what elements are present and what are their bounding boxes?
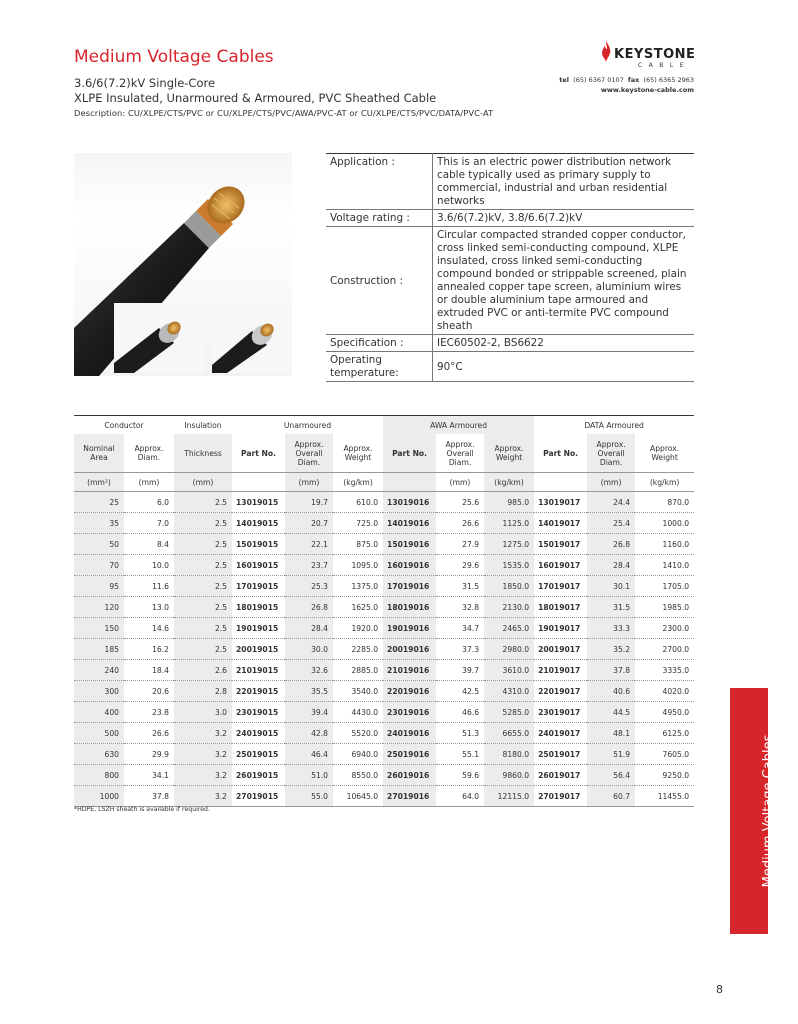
cell-part-no-data: 16019017 xyxy=(534,555,587,576)
cell-weight-awa: 1850.0 xyxy=(484,576,534,597)
cell-overall-diam-awa: 29.6 xyxy=(436,555,484,576)
unit-cell: (kg/km) xyxy=(635,473,694,492)
cell-part-no-data: 22019017 xyxy=(534,681,587,702)
table-row xyxy=(74,765,694,786)
group-conductor: Conductor xyxy=(74,416,174,435)
cell-weight-unarmoured: 5520.0 xyxy=(333,723,383,744)
cell-weight-awa: 6655.0 xyxy=(484,723,534,744)
tel-label: tel xyxy=(559,76,570,84)
cell-weight-awa: 2130.0 xyxy=(484,597,534,618)
col-part-no-awa: Part No. xyxy=(383,434,436,473)
cell-part-no-unarmoured: 13019015 xyxy=(232,492,285,513)
cell-weight-unarmoured: 875.0 xyxy=(333,534,383,555)
spec-value: 90°C xyxy=(437,360,463,373)
cell-weight-awa: 5285.0 xyxy=(484,702,534,723)
cell-nominal-area: 150 xyxy=(74,618,124,639)
table-row xyxy=(74,723,694,744)
cell-overall-diam-data: 60.7 xyxy=(587,786,635,807)
table-row xyxy=(74,618,694,639)
cell-part-no-awa: 17019016 xyxy=(383,576,436,597)
cell-conductor-diam: 8.4 xyxy=(124,534,174,555)
cell-thickness: 2.6 xyxy=(174,660,232,681)
unit-cell xyxy=(232,473,285,492)
col-part-no-data: Part No. xyxy=(534,434,587,473)
cell-overall-diam-unarmoured: 39.4 xyxy=(285,702,333,723)
cell-part-no-unarmoured: 15019015 xyxy=(232,534,285,555)
spec-value: This is an electric power distribution network cable typically used as primary supply to commercial, industrial and urban residential networks xyxy=(437,156,672,207)
cell-overall-diam-data: 26.8 xyxy=(587,534,635,555)
specification-table xyxy=(326,153,694,382)
cell-conductor-diam: 23.8 xyxy=(124,702,174,723)
spec-row-application xyxy=(326,154,694,210)
cell-overall-diam-awa: 64.0 xyxy=(436,786,484,807)
cell-nominal-area: 25 xyxy=(74,492,124,513)
cell-weight-data: 2700.0 xyxy=(635,639,694,660)
cell-overall-diam-awa: 32.8 xyxy=(436,597,484,618)
cell-weight-data: 870.0 xyxy=(635,492,694,513)
cell-thickness: 3.2 xyxy=(174,786,232,807)
cell-part-no-awa: 27019016 xyxy=(383,786,436,807)
table-row xyxy=(74,597,694,618)
cell-overall-diam-awa: 46.6 xyxy=(436,702,484,723)
table-body xyxy=(74,492,694,807)
table-row xyxy=(74,534,694,555)
cell-nominal-area: 630 xyxy=(74,744,124,765)
cell-nominal-area: 50 xyxy=(74,534,124,555)
cell-nominal-area: 800 xyxy=(74,765,124,786)
cell-overall-diam-unarmoured: 46.4 xyxy=(285,744,333,765)
cell-overall-diam-unarmoured: 26.8 xyxy=(285,597,333,618)
spec-row-voltage xyxy=(326,210,694,227)
col-weight-data: Approx. Weight xyxy=(635,434,694,473)
cell-overall-diam-unarmoured: 32.6 xyxy=(285,660,333,681)
cell-weight-unarmoured: 8550.0 xyxy=(333,765,383,786)
cable-illustration xyxy=(74,153,292,376)
cell-nominal-area: 1000 xyxy=(74,786,124,807)
cell-part-no-data: 25019017 xyxy=(534,744,587,765)
cell-weight-unarmoured: 1920.0 xyxy=(333,618,383,639)
col-weight-awa: Approx. Weight xyxy=(484,434,534,473)
cell-weight-awa: 9860.0 xyxy=(484,765,534,786)
flame-icon xyxy=(598,40,614,64)
cell-conductor-diam: 34.1 xyxy=(124,765,174,786)
cell-conductor-diam: 14.6 xyxy=(124,618,174,639)
cell-part-no-data: 23019017 xyxy=(534,702,587,723)
cell-thickness: 2.5 xyxy=(174,639,232,660)
table-row xyxy=(74,513,694,534)
cell-conductor-diam: 10.0 xyxy=(124,555,174,576)
cell-thickness: 2.5 xyxy=(174,513,232,534)
cell-part-no-data: 14019017 xyxy=(534,513,587,534)
cell-nominal-area: 500 xyxy=(74,723,124,744)
cell-part-no-awa: 14019016 xyxy=(383,513,436,534)
website[interactable]: www.keystone-cable.com xyxy=(600,86,694,94)
cell-overall-diam-data: 25.4 xyxy=(587,513,635,534)
cell-nominal-area: 300 xyxy=(74,681,124,702)
cell-overall-diam-unarmoured: 22.1 xyxy=(285,534,333,555)
cell-overall-diam-data: 48.1 xyxy=(587,723,635,744)
cell-part-no-unarmoured: 20019015 xyxy=(232,639,285,660)
table-row xyxy=(74,576,694,597)
cell-part-no-unarmoured: 26019015 xyxy=(232,765,285,786)
table-row xyxy=(74,744,694,765)
cell-nominal-area: 400 xyxy=(74,702,124,723)
cell-overall-diam-awa: 42.5 xyxy=(436,681,484,702)
spec-label: Operating temperature: xyxy=(326,352,433,382)
cell-overall-diam-unarmoured: 55.0 xyxy=(285,786,333,807)
table-row xyxy=(74,702,694,723)
col-nominal-area: Nominal Area xyxy=(74,434,124,473)
cell-overall-diam-unarmoured: 20.7 xyxy=(285,513,333,534)
spec-row-specification xyxy=(326,335,694,352)
cell-part-no-data: 27019017 xyxy=(534,786,587,807)
cell-part-no-awa: 16019016 xyxy=(383,555,436,576)
cell-weight-data: 1985.0 xyxy=(635,597,694,618)
cell-weight-awa: 3610.0 xyxy=(484,660,534,681)
group-unarmoured: Unarmoured xyxy=(232,416,383,435)
cell-part-no-awa: 18019016 xyxy=(383,597,436,618)
fax-label: fax xyxy=(627,76,640,84)
spec-label: Application : xyxy=(326,154,433,210)
cell-weight-unarmoured: 2885.0 xyxy=(333,660,383,681)
cell-weight-awa: 985.0 xyxy=(484,492,534,513)
cable-type-subtitle: XLPE Insulated, Unarmoured & Armoured, PVC Sheathed Cable xyxy=(74,91,437,105)
unit-cell: (kg/km) xyxy=(484,473,534,492)
column-header-row xyxy=(74,434,694,473)
cell-overall-diam-data: 51.9 xyxy=(587,744,635,765)
cell-overall-diam-data: 24.4 xyxy=(587,492,635,513)
unit-cell: (mm) xyxy=(174,473,232,492)
cell-conductor-diam: 29.9 xyxy=(124,744,174,765)
cell-part-no-unarmoured: 24019015 xyxy=(232,723,285,744)
cell-thickness: 2.5 xyxy=(174,576,232,597)
cell-part-no-data: 13019017 xyxy=(534,492,587,513)
col-weight-unarmoured: Approx. Weight xyxy=(333,434,383,473)
cell-conductor-diam: 18.4 xyxy=(124,660,174,681)
spec-label: Construction : xyxy=(326,227,433,335)
cell-overall-diam-unarmoured: 30.0 xyxy=(285,639,333,660)
footnote: *HDPE, LSZH sheath is available if required. xyxy=(74,806,210,813)
cell-overall-diam-awa: 37.3 xyxy=(436,639,484,660)
cell-nominal-area: 185 xyxy=(74,639,124,660)
cell-part-no-unarmoured: 27019015 xyxy=(232,786,285,807)
cell-nominal-area: 120 xyxy=(74,597,124,618)
cell-part-no-data: 17019017 xyxy=(534,576,587,597)
cell-weight-awa: 2465.0 xyxy=(484,618,534,639)
cell-part-no-unarmoured: 21019015 xyxy=(232,660,285,681)
cell-weight-awa: 8180.0 xyxy=(484,744,534,765)
cell-overall-diam-awa: 39.7 xyxy=(436,660,484,681)
unit-cell xyxy=(383,473,436,492)
cell-weight-unarmoured: 10645.0 xyxy=(333,786,383,807)
cell-part-no-awa: 23019016 xyxy=(383,702,436,723)
cell-thickness: 3.0 xyxy=(174,702,232,723)
cell-overall-diam-awa: 26.6 xyxy=(436,513,484,534)
cell-thickness: 3.2 xyxy=(174,723,232,744)
spec-row-construction xyxy=(326,227,694,335)
unit-cell: (mm) xyxy=(124,473,174,492)
cell-part-no-unarmoured: 18019015 xyxy=(232,597,285,618)
cell-weight-data: 1705.0 xyxy=(635,576,694,597)
cell-part-no-unarmoured: 17019015 xyxy=(232,576,285,597)
brand-sub: CABLE xyxy=(638,62,691,69)
cell-conductor-diam: 20.6 xyxy=(124,681,174,702)
cell-part-no-data: 19019017 xyxy=(534,618,587,639)
side-tab-label: Medium Voltage Cables xyxy=(761,734,776,888)
col-overall-diam-data: Approx. Overall Diam. xyxy=(587,434,635,473)
cell-conductor-diam: 16.2 xyxy=(124,639,174,660)
table-row xyxy=(74,492,694,513)
cell-weight-unarmoured: 4430.0 xyxy=(333,702,383,723)
cell-weight-awa: 1275.0 xyxy=(484,534,534,555)
cell-part-no-awa: 21019016 xyxy=(383,660,436,681)
cell-conductor-diam: 6.0 xyxy=(124,492,174,513)
cell-nominal-area: 95 xyxy=(74,576,124,597)
side-tab xyxy=(730,688,776,934)
cell-overall-diam-awa: 59.6 xyxy=(436,765,484,786)
group-header-row xyxy=(74,416,694,435)
cell-overall-diam-data: 40.6 xyxy=(587,681,635,702)
cell-thickness: 2.5 xyxy=(174,618,232,639)
cell-nominal-area: 240 xyxy=(74,660,124,681)
brand-name: KEYSTONE xyxy=(614,47,696,62)
cell-part-no-awa: 25019016 xyxy=(383,744,436,765)
col-part-no-unarmoured: Part No. xyxy=(232,434,285,473)
cell-weight-data: 2300.0 xyxy=(635,618,694,639)
unit-cell: (mm²) xyxy=(74,473,124,492)
cell-part-no-unarmoured: 19019015 xyxy=(232,618,285,639)
voltage-subtitle: 3.6/6(7.2)kV Single-Core xyxy=(74,76,216,90)
cell-part-no-awa: 26019016 xyxy=(383,765,436,786)
cell-weight-data: 4020.0 xyxy=(635,681,694,702)
cell-part-no-awa: 24019016 xyxy=(383,723,436,744)
cell-weight-data: 1160.0 xyxy=(635,534,694,555)
cell-part-no-awa: 20019016 xyxy=(383,639,436,660)
description: Description: CU/XLPE/CTS/PVC or CU/XLPE/CTS/PVC/AWA/PVC-AT or CU/XLPE/CTS/PVC/DATA/PVC-AT xyxy=(74,108,494,118)
cell-part-no-awa: 22019016 xyxy=(383,681,436,702)
cell-weight-unarmoured: 725.0 xyxy=(333,513,383,534)
cell-thickness: 2.5 xyxy=(174,555,232,576)
cell-conductor-diam: 13.0 xyxy=(124,597,174,618)
cell-overall-diam-unarmoured: 51.0 xyxy=(285,765,333,786)
cell-thickness: 2.5 xyxy=(174,534,232,555)
cell-overall-diam-unarmoured: 23.7 xyxy=(285,555,333,576)
cell-weight-unarmoured: 1095.0 xyxy=(333,555,383,576)
cell-nominal-area: 70 xyxy=(74,555,124,576)
cell-overall-diam-unarmoured: 19.7 xyxy=(285,492,333,513)
cell-weight-data: 4950.0 xyxy=(635,702,694,723)
cell-weight-data: 9250.0 xyxy=(635,765,694,786)
spec-value: IEC60502-2, BS6622 xyxy=(437,337,544,349)
unit-cell: (kg/km) xyxy=(333,473,383,492)
group-insulation: Insulation xyxy=(174,416,232,435)
cell-overall-diam-data: 35.2 xyxy=(587,639,635,660)
unit-cell xyxy=(534,473,587,492)
table-row xyxy=(74,639,694,660)
cell-conductor-diam: 37.8 xyxy=(124,786,174,807)
cell-part-no-unarmoured: 25019015 xyxy=(232,744,285,765)
cell-overall-diam-unarmoured: 28.4 xyxy=(285,618,333,639)
cell-part-no-data: 18019017 xyxy=(534,597,587,618)
cell-part-no-data: 21019017 xyxy=(534,660,587,681)
cell-weight-unarmoured: 2285.0 xyxy=(333,639,383,660)
cell-weight-data: 7605.0 xyxy=(635,744,694,765)
cable-photo xyxy=(74,153,292,376)
table-row xyxy=(74,660,694,681)
cell-overall-diam-awa: 51.3 xyxy=(436,723,484,744)
col-conductor-diam: Approx. Diam. xyxy=(124,434,174,473)
group-awa-armoured: AWA Armoured xyxy=(383,416,534,435)
cell-conductor-diam: 7.0 xyxy=(124,513,174,534)
col-overall-diam-awa: Approx. Overall Diam. xyxy=(436,434,484,473)
cell-weight-awa: 2980.0 xyxy=(484,639,534,660)
group-data-armoured: DATA Armoured xyxy=(534,416,694,435)
spec-label: Voltage rating : xyxy=(326,210,433,227)
cell-overall-diam-unarmoured: 35.5 xyxy=(285,681,333,702)
cell-part-no-unarmoured: 16019015 xyxy=(232,555,285,576)
cell-weight-awa: 1535.0 xyxy=(484,555,534,576)
cell-part-no-unarmoured: 23019015 xyxy=(232,702,285,723)
cell-part-no-data: 20019017 xyxy=(534,639,587,660)
unit-cell: (mm) xyxy=(436,473,484,492)
col-thickness: Thickness xyxy=(174,434,232,473)
cell-overall-diam-awa: 25.6 xyxy=(436,492,484,513)
cell-overall-diam-data: 33.3 xyxy=(587,618,635,639)
spec-value: 3.6/6(7.2)kV, 3.8/6.6(7.2)kV xyxy=(437,212,583,224)
cell-weight-unarmoured: 1625.0 xyxy=(333,597,383,618)
cell-weight-unarmoured: 3540.0 xyxy=(333,681,383,702)
table-row xyxy=(74,555,694,576)
fax-number: (65) 6365 2963 xyxy=(643,76,694,84)
cell-part-no-unarmoured: 22019015 xyxy=(232,681,285,702)
table-row xyxy=(74,681,694,702)
cell-overall-diam-data: 31.5 xyxy=(587,597,635,618)
cell-weight-unarmoured: 6940.0 xyxy=(333,744,383,765)
cell-overall-diam-awa: 31.5 xyxy=(436,576,484,597)
cell-weight-awa: 12115.0 xyxy=(484,786,534,807)
cell-overall-diam-unarmoured: 25.3 xyxy=(285,576,333,597)
cell-part-no-awa: 13019016 xyxy=(383,492,436,513)
cell-part-no-awa: 19019016 xyxy=(383,618,436,639)
cell-overall-diam-awa: 34.7 xyxy=(436,618,484,639)
cell-weight-data: 1410.0 xyxy=(635,555,694,576)
cell-overall-diam-data: 37.8 xyxy=(587,660,635,681)
cell-part-no-data: 15019017 xyxy=(534,534,587,555)
cell-thickness: 2.5 xyxy=(174,597,232,618)
cell-nominal-area: 35 xyxy=(74,513,124,534)
keystone-logo xyxy=(598,40,698,70)
tel-number: (65) 6367 0107 xyxy=(573,76,624,84)
cell-conductor-diam: 26.6 xyxy=(124,723,174,744)
cell-weight-unarmoured: 1375.0 xyxy=(333,576,383,597)
cell-weight-awa: 4310.0 xyxy=(484,681,534,702)
cell-overall-diam-data: 30.1 xyxy=(587,576,635,597)
cable-data-table xyxy=(74,415,694,807)
cell-overall-diam-data: 44.5 xyxy=(587,702,635,723)
cell-part-no-unarmoured: 14019015 xyxy=(232,513,285,534)
unit-row xyxy=(74,473,694,492)
cell-thickness: 3.2 xyxy=(174,744,232,765)
cell-weight-data: 11455.0 xyxy=(635,786,694,807)
cell-weight-data: 1000.0 xyxy=(635,513,694,534)
spec-label: Specification : xyxy=(326,335,433,352)
contact-info xyxy=(559,75,694,95)
cell-weight-awa: 1125.0 xyxy=(484,513,534,534)
cell-conductor-diam: 11.6 xyxy=(124,576,174,597)
spec-row-temperature xyxy=(326,352,694,382)
cell-thickness: 2.8 xyxy=(174,681,232,702)
cell-weight-data: 3335.0 xyxy=(635,660,694,681)
unit-cell: (mm) xyxy=(285,473,333,492)
cell-overall-diam-unarmoured: 42.8 xyxy=(285,723,333,744)
cell-overall-diam-awa: 27.9 xyxy=(436,534,484,555)
cell-overall-diam-data: 56.4 xyxy=(587,765,635,786)
cell-overall-diam-awa: 55.1 xyxy=(436,744,484,765)
page-title: Medium Voltage Cables xyxy=(74,47,274,67)
cell-overall-diam-data: 28.4 xyxy=(587,555,635,576)
cell-weight-data: 6125.0 xyxy=(635,723,694,744)
page-number: 8 xyxy=(716,983,723,996)
cell-part-no-awa: 15019016 xyxy=(383,534,436,555)
cell-part-no-data: 26019017 xyxy=(534,765,587,786)
cell-thickness: 3.2 xyxy=(174,765,232,786)
col-overall-diam-unarmoured: Approx. Overall Diam. xyxy=(285,434,333,473)
cell-thickness: 2.5 xyxy=(174,492,232,513)
unit-cell: (mm) xyxy=(587,473,635,492)
spec-value: Circular compacted stranded copper conductor, cross linked semi-conducting compound, XLPE insulated, cross linked semi-conducting compound bonded or strippable screened, plain annealed copper tape screen, aluminium wires or double aluminium tape armoured and extruded PVC or anti-termite PVC compound sheath xyxy=(437,229,687,332)
cell-weight-unarmoured: 610.0 xyxy=(333,492,383,513)
cell-part-no-data: 24019017 xyxy=(534,723,587,744)
table-row xyxy=(74,786,694,807)
